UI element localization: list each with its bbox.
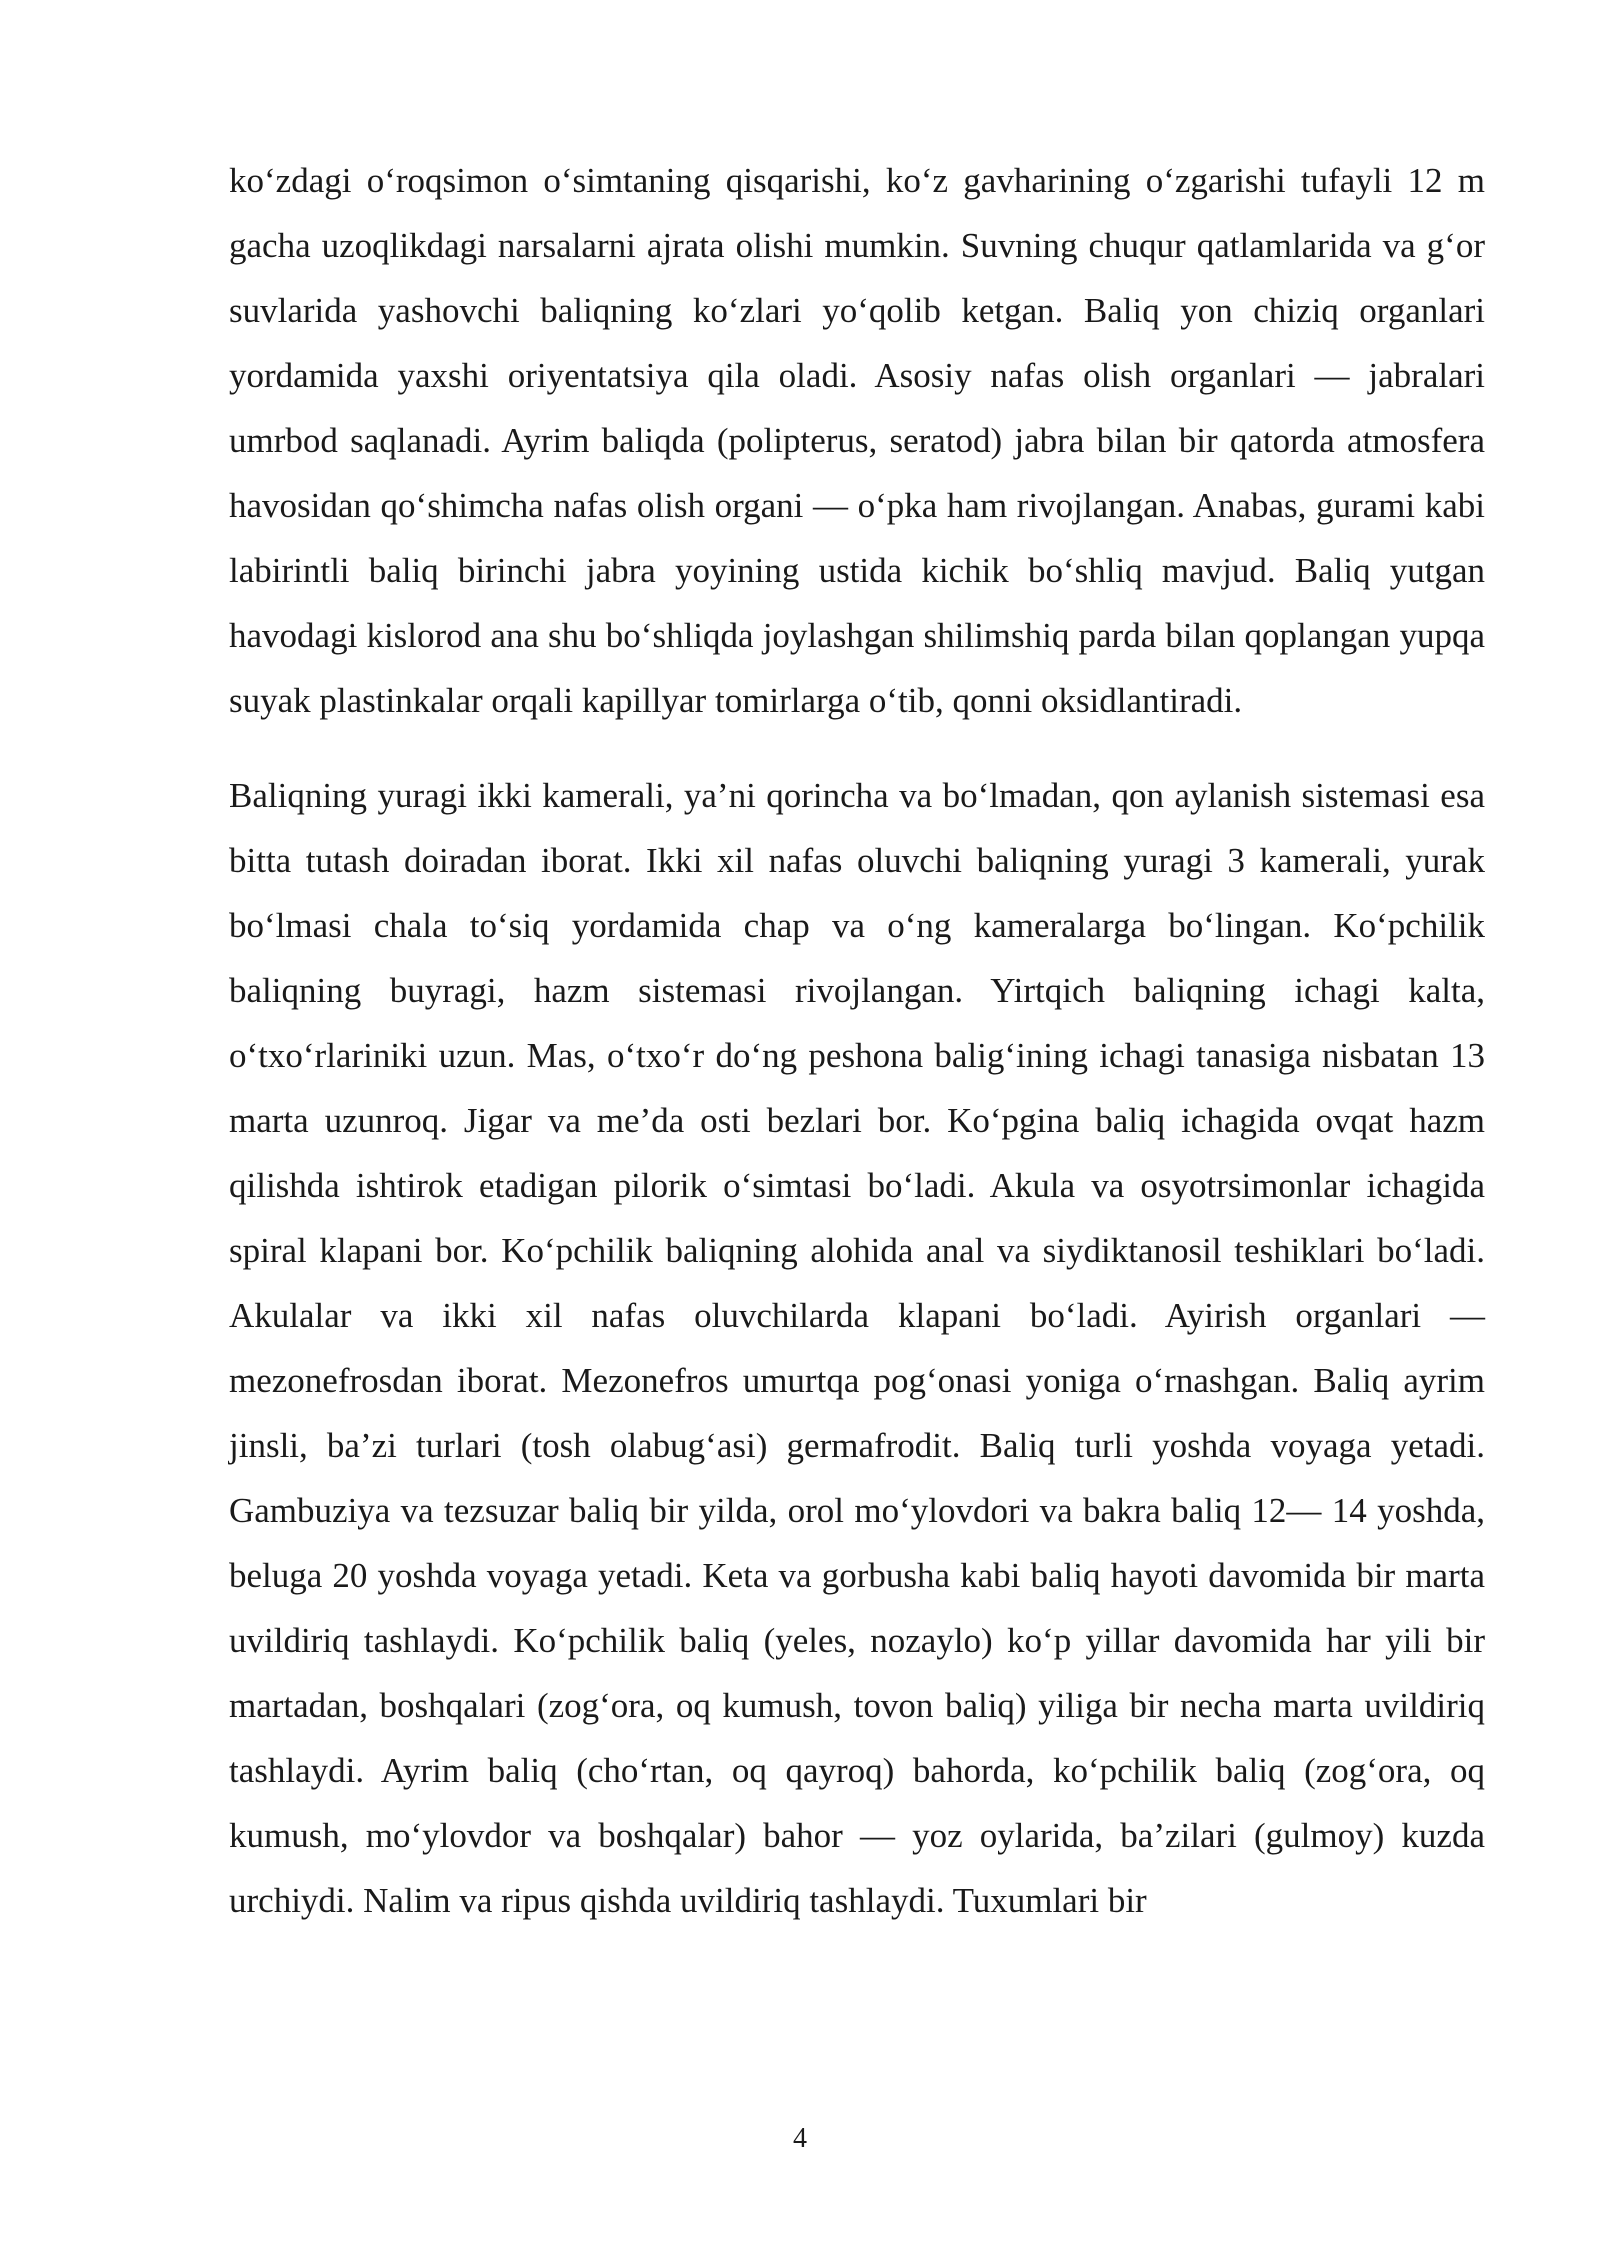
- paragraph-2: Baliqning yuragi ikki kamerali, ya’ni qorincha va bo‘lmadan, qon aylanish sistemasi esa bitta tutash doiradan iborat. Ikki xil nafas oluvchi baliqning yuragi 3 kamerali, yurak bo‘lmasi chala to‘siq yordamida chap va o‘ng kameralarga bo‘lingan. Ko‘pchilik baliqning buyragi, hazm sistemasi rivojlangan. Yirtqich baliqning ichagi kalta, o‘txo‘rlariniki uzun. Mas, o‘txo‘r do‘ng peshona balig‘ining ichagi tanasiga nisbatan 13 marta uzunroq. Jigar va me’da osti bezlari bor. Ko‘pgina baliq ichagida ovqat hazm qilishda ishtirok etadigan pilorik o‘simtasi bo‘ladi. Akula va osyotrsimonlar ichagida spiral klapani bor. Ko‘pchilik baliqning alohida anal va siydiktanosil teshiklari bo‘ladi. Akulalar va ikki xil nafas oluvchilarda klapani bo‘ladi. Ayirish organlari — mezonefrosdan iborat. Mezonefros umurtqa pog‘onasi yoniga o‘rnashgan. Baliq ayrim jinsli, ba’zi turlari (tosh olabug‘asi) germafrodit. Baliq turli yoshda voyaga yetadi. Gambuziya va tezsuzar baliq bir yilda, orol mo‘ylovdori va bakra baliq 12— 14 yoshda, beluga 20 yoshda voyaga yetadi. Keta va gorbusha kabi baliq hayoti davomida bir marta uvildiriq tashlaydi. Ko‘pchilik baliq (yeles, nozaylo) ko‘p yillar davomida har yili bir martadan, boshqalari (zog‘ora, oq kumush, tovon baliq) yiliga bir necha marta uvildiriq tashlaydi. Ayrim baliq (cho‘rtan, oq qayroq) bahorda, ko‘pchilik baliq (zog‘ora, oq kumush, mo‘ylovdor va boshqalar) bahor — yoz oylarida, ba’zilari (gulmoy) kuzda urchiydi. Nalim va ripus qishda uvildiriq tashlaydi. Tuxumlari bir: [229, 776, 1485, 1920]
- body-text: [229, 148, 1485, 1933]
- paragraph-1: ko‘zdagi o‘roqsimon o‘simtaning qisqarishi, ko‘z gavharining o‘zgarishi tufayli 12 m gacha uzoqlikdagi narsalarni ajrata olishi mumkin. Suvning chuqur qatlamlarida va g‘or suvlarida yashovchi baliqning ko‘zlari yo‘qolib ketgan. Baliq yon chiziq organlari yordamida yaxshi oriyentatsiya qila oladi. Asosiy nafas olish organlari — jabralari umrbod saqlanadi. Ayrim baliqda (polipterus, seratod) jabra bilan bir qatorda atmosfera havosidan qo‘shimcha nafas olish organi — o‘pka ham rivojlangan. Anabas, gurami kabi labirintli baliq birinchi jabra yoyining ustida kichik bo‘shliq mavjud. Baliq yutgan havodagi kislorod ana shu bo‘shliqda joylashgan shilimshiq parda bilan qoplangan yupqa suyak plastinkalar orqali kapillyar tomirlarga o‘tib, qonni oksidlantiradi.: [229, 161, 1485, 720]
- page-number: 4: [793, 2123, 807, 2154]
